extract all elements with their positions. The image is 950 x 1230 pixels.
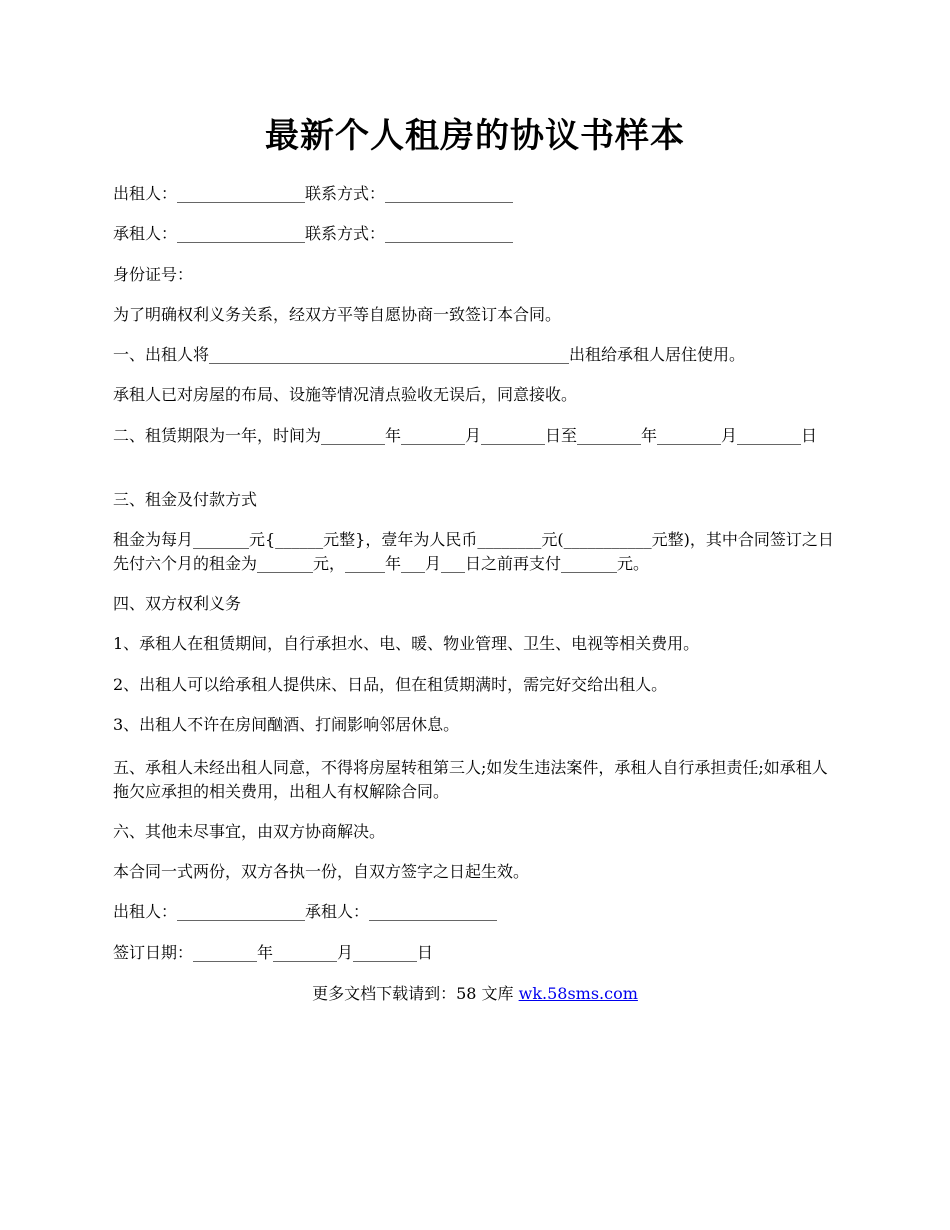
- id-number-line: 身份证号：: [113, 265, 194, 284]
- signature-line: 出租人：________________承租人：________________: [113, 902, 498, 921]
- clause-5-paragraph: 五、承租人未经出租人同意，不得将房屋转租第三人;如发生违法案件，承租人自行承担责任;如承租人拖欠应承担的相关费用，出租人有权解除合同。: [113, 758, 828, 801]
- obligation-3-paragraph: 3、出租人不许在房间酗酒、打闹影响邻居休息。: [113, 715, 460, 734]
- clause-2-paragraph: 二、租赁期限为一年，时间为________年________月________日至________年________月________日: [113, 426, 818, 445]
- obligation-1-paragraph: 1、承租人在租赁期间，自行承担水、电、暖、物业管理、卫生、电视等相关费用。: [113, 634, 700, 653]
- clause-1-paragraph: 一、出租人将_____________________________________________出租给承租人居住使用。: [113, 345, 746, 364]
- footer-link[interactable]: wk.58sms.com: [518, 984, 638, 1003]
- footer-text: 更多文档下载请到：58 文库: [312, 984, 519, 1003]
- footer: [0, 982, 950, 1006]
- preamble-paragraph: 为了明确权利义务关系，经双方平等自愿协商一致签订本合同。: [113, 305, 562, 324]
- rent-payment-paragraph: 租金为每月_______元{______元整}，壹年为人民币________元(___________元整)，其中合同签订之日先付六个月的租金为_______元，_____年___月___日之前再支付_______元。: [113, 530, 834, 573]
- clause-3-heading: 三、租金及付款方式: [113, 490, 258, 509]
- document-title: 最新个人租房的协议书样本: [265, 116, 685, 156]
- lessee-contact-line: 承租人：________________联系方式：________________: [113, 224, 514, 243]
- clause-6-paragraph: 六、其他未尽事宜，由双方协商解决。: [113, 822, 386, 841]
- signing-date-line: 签订日期：________年________月________日: [113, 943, 434, 962]
- clause-4-heading: 四、双方权利义务: [113, 594, 242, 613]
- lessor-contact-line: 出租人：________________联系方式：________________: [113, 184, 514, 203]
- acceptance-paragraph: 承租人已对房屋的布局、设施等情况清点验收无误后，同意接收。: [113, 385, 578, 404]
- effectiveness-paragraph: 本合同一式两份，双方各执一份，自双方签字之日起生效。: [113, 862, 530, 881]
- obligation-2-paragraph: 2、出租人可以给承租人提供床、日品，但在租赁期满时，需完好交给出租人。: [113, 675, 668, 694]
